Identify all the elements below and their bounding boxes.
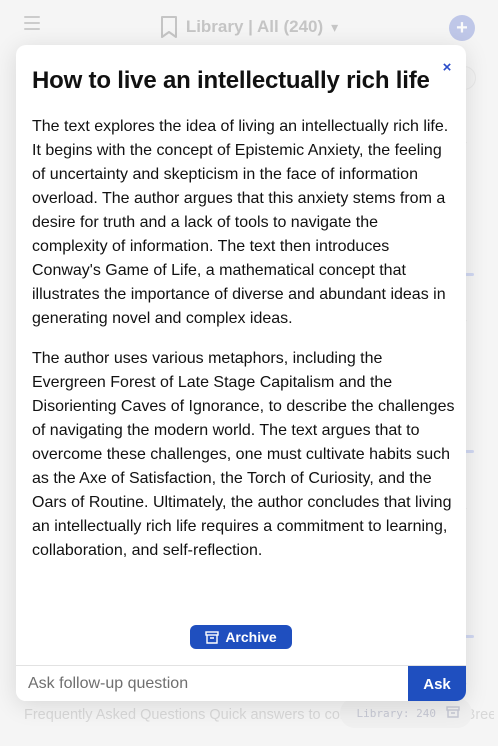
summary-text <box>32 115 456 563</box>
ask-input[interactable] <box>16 666 408 701</box>
modal-title: How to live an intellectually rich life <box>32 67 430 94</box>
archive-button[interactable] <box>190 625 292 649</box>
summary-paragraph: The author uses various metaphors, including the Evergreen Forest of Late Stage Capitalism and the Disorienting Caves of Ignorance, to describe the challenges of navigating the modern world. The text argues that to overcome these challenges, one must cultivate habits such as the Axe of Satisfaction, the Torch of Curiosity, and the Oars of Routine. Ultimately, the author concludes that living an intellectually rich life requires a commitment to learning, collaboration, and self-reflection. <box>32 350 455 559</box>
archive-icon <box>205 631 219 644</box>
close-icon[interactable]: × <box>442 59 452 76</box>
ask-button[interactable]: Ask <box>408 666 466 701</box>
ask-bar <box>16 665 466 701</box>
summary-modal <box>16 45 466 701</box>
summary-paragraph: The text explores the idea of living an intellectually rich life. It begins with the concept of Epistemic Anxiety, the feeling of uncertainty and skepticism in the face of information overload. The author argues that this anxiety stems from a desire for truth and a lack of tools to navigate the complexity of information. The text then introduces Conway's Game of Life, a mathematical concept that illustrates the importance of diverse and abundant ideas in generating novel and complex ideas. <box>32 118 449 327</box>
archive-label: Archive <box>225 629 277 645</box>
